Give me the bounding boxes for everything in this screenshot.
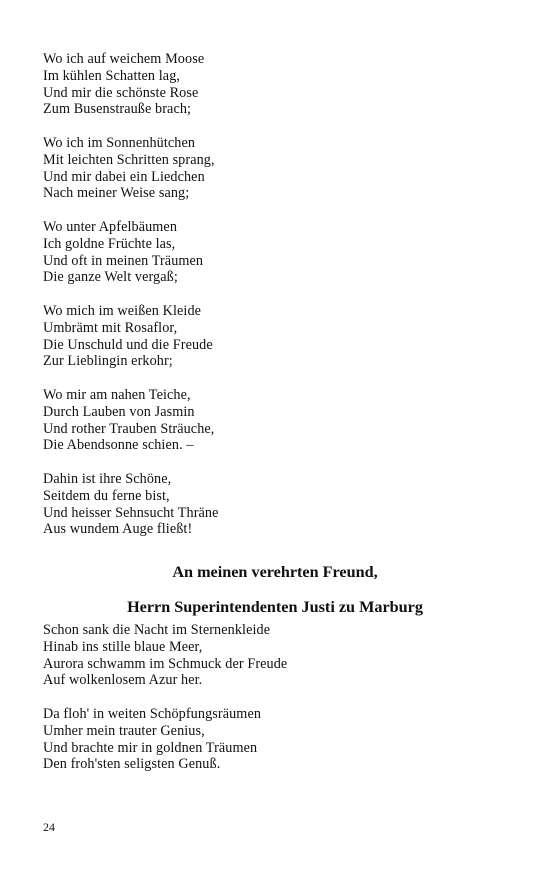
verse-line: Wo unter Apfelbäumen (43, 219, 178, 235)
stanza (43, 622, 287, 689)
verse-line: Hinab ins stille blaue Meer, (43, 638, 203, 655)
page-number: 24 (43, 820, 55, 834)
verse-line: Wo mich im weißen Kleide (43, 303, 202, 319)
stanza (43, 387, 214, 454)
stanza (43, 219, 203, 286)
verse-line: Und oft in meinen Träumen (43, 252, 204, 269)
verse-line: Umher mein trauter Genius, (43, 722, 205, 739)
verse-line: Und brachte mir in goldnen Träumen (43, 739, 258, 756)
verse-line: Zum Busenstrauße brach; (43, 101, 192, 118)
verse-line: Durch Lauben von Jasmin (43, 403, 195, 420)
verse-line: Nach meiner Weise sang; (43, 185, 190, 202)
stanza (43, 471, 219, 538)
verse-line: Wo ich auf weichem Moose (43, 51, 205, 67)
verse-line: Umbrämt mit Rosaflor, (43, 319, 178, 336)
verse-line: Ich goldne Früchte las, (43, 235, 176, 252)
verse-line: Aus wundem Auge fließt! (43, 521, 193, 538)
verse-line: Schon sank die Nacht im Sternenkleide (43, 622, 271, 638)
verse-line: Mit leichten Schritten sprang, (43, 151, 215, 168)
verse-line: Den froh'sten seligsten Genuß. (43, 756, 221, 773)
stanza (43, 51, 204, 118)
poem-subtitle: Herrn Superintendenten Justi zu Marburg (127, 598, 423, 616)
verse-line: Die ganze Welt vergaß; (43, 269, 178, 286)
verse-line: Und mir dabei ein Liedchen (43, 168, 205, 185)
verse-line: Zur Lieblingin erkohr; (43, 353, 173, 370)
poem-title: An meinen verehrten Freund, (172, 563, 378, 581)
verse-line: Seitdem du ferne bist, (43, 487, 170, 504)
stanza (43, 706, 261, 773)
stanza (43, 303, 213, 370)
verse-line: Wo mir am nahen Teiche, (43, 387, 191, 403)
verse-line: Und rother Trauben Sträuche, (43, 420, 215, 437)
verse-line: Dahin ist ihre Schöne, (43, 471, 172, 487)
verse-line: Die Unschuld und die Freude (43, 336, 213, 353)
verse-line: Da floh' in weiten Schöpfungsräumen (43, 706, 262, 722)
verse-line: Im kühlen Schatten lag, (43, 67, 181, 84)
verse-line: Und mir die schönste Rose (43, 84, 199, 101)
verse-line: Aurora schwamm im Schmuck der Freude (43, 655, 288, 672)
stanza (43, 135, 215, 202)
verse-line: Wo ich im Sonnenhütchen (43, 135, 196, 151)
verse-line: Auf wolkenlosem Azur her. (43, 672, 203, 689)
verse-line: Und heisser Sehnsucht Thräne (43, 504, 219, 521)
verse-line: Die Abendsonne schien. – (43, 437, 194, 454)
